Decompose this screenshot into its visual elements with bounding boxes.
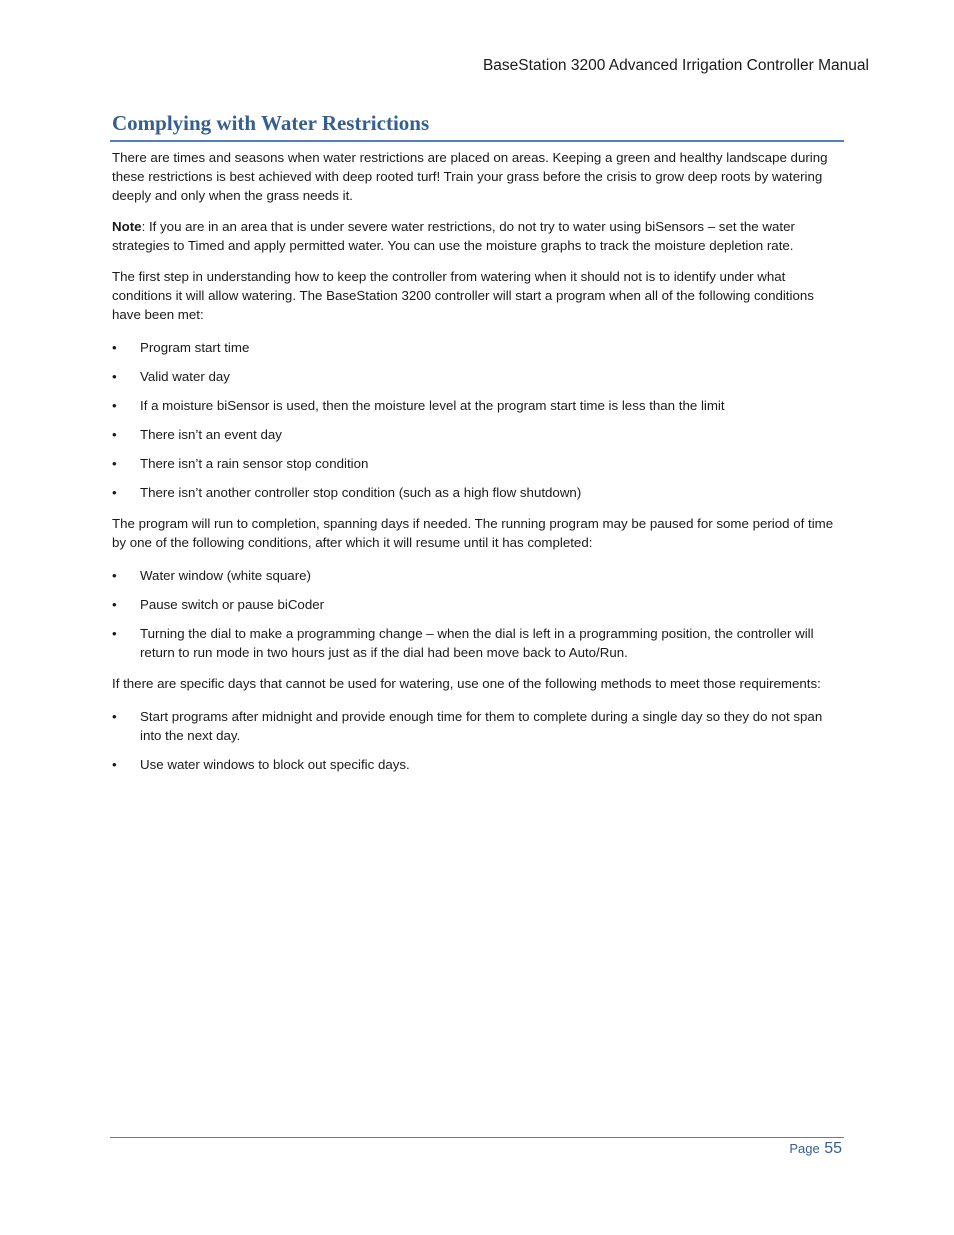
page-number <box>789 1140 842 1158</box>
page-content <box>112 148 837 786</box>
list-item-text: There isn’t another controller stop condition (such as a high flow shutdown) <box>140 485 582 500</box>
conditions-intro-paragraph: The first step in understanding how to keep the controller from watering when it should not is to identify under what conditions it will allow watering. The BaseStation 3200 controller will start a program when all of the following conditions have been met: <box>112 269 814 322</box>
bullet: • <box>112 709 117 724</box>
list-item <box>112 425 837 444</box>
list-item <box>112 755 837 774</box>
bullet: • <box>112 340 117 355</box>
list-item <box>112 396 837 415</box>
list-item-text: There isn’t a rain sensor stop condition <box>140 456 369 471</box>
list-item-text: There isn’t an event day <box>140 427 282 442</box>
section-title: Complying with Water Restrictions <box>112 111 430 135</box>
bullet: • <box>112 757 117 772</box>
title-rule <box>110 140 844 142</box>
list-item <box>112 707 837 745</box>
list-item-text: Water window (white square) <box>140 568 311 583</box>
list-item <box>112 624 837 662</box>
methods-intro-paragraph: If there are specific days that cannot be used for watering, use one of the following methods to meet those requirements: <box>112 676 821 691</box>
note-text: : If you are in an area that is under severe water restrictions, do not try to water using biSensors – set the water strategies to Timed and apply permitted water. You can use the moisture graphs to track the moisture depletion rate. <box>112 219 795 253</box>
page-label: Page <box>789 1141 820 1156</box>
bullet: • <box>112 597 117 612</box>
list-item-text: Valid water day <box>140 369 230 384</box>
bullet: • <box>112 485 117 500</box>
list-item <box>112 483 837 502</box>
running-header: BaseStation 3200 Advanced Irrigation Controller Manual <box>482 57 869 74</box>
bullet: • <box>112 398 117 413</box>
methods-list <box>112 707 837 774</box>
list-item <box>112 367 837 386</box>
footer-rule <box>110 1137 844 1138</box>
list-item-text: Program start time <box>140 340 250 355</box>
list-item-text: Turning the dial to make a programming change – when the dial is left in a programming position, the controller will return to run mode in two hours just as if the dial had been move back to Auto/Run. <box>140 626 814 660</box>
list-item-text: If a moisture biSensor is used, then the moisture level at the program start time is less than the limit <box>140 398 725 413</box>
note-paragraph <box>112 217 837 255</box>
page-number-value: 55 <box>824 1140 842 1157</box>
pause-conditions-list <box>112 566 837 662</box>
list-item <box>112 338 837 357</box>
list-item <box>112 595 837 614</box>
intro-paragraph: There are times and seasons when water restrictions are placed on areas. Keeping a green and healthy landscape during these restrictions is best achieved with deep rooted turf! Train your grass before the crisis to grow deep roots by watering deeply and only when the grass needs it. <box>112 150 828 203</box>
bullet: • <box>112 626 117 641</box>
pause-intro-paragraph: The program will run to completion, spanning days if needed. The running program may be paused for some period of time by one of the following conditions, after which it will resume until it has completed: <box>112 516 834 550</box>
list-item-text: Start programs after midnight and provide enough time for them to complete during a single day so they do not span into the next day. <box>140 709 823 743</box>
list-item <box>112 454 837 473</box>
bullet: • <box>112 456 117 471</box>
bullet: • <box>112 427 117 442</box>
list-item-text: Use water windows to block out specific days. <box>140 757 410 772</box>
bullet: • <box>112 369 117 384</box>
start-conditions-list <box>112 338 837 502</box>
bullet: • <box>112 568 117 583</box>
note-label: Note <box>112 219 142 234</box>
list-item-text: Pause switch or pause biCoder <box>140 597 325 612</box>
list-item <box>112 566 837 585</box>
